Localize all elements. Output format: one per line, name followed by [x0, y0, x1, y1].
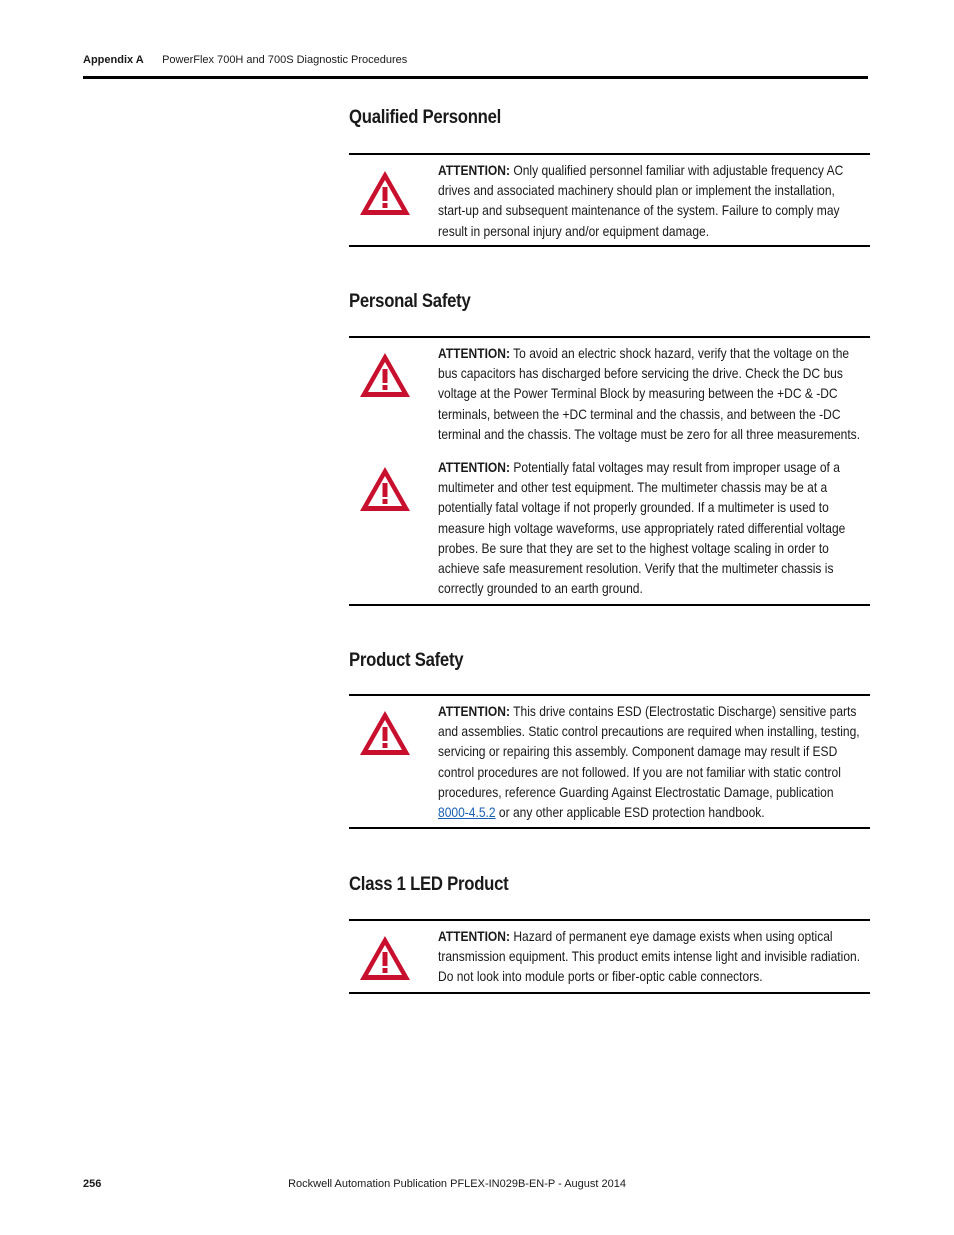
- publication-link[interactable]: 8000-4.5.2: [438, 804, 496, 821]
- attention-body: Hazard of permanent eye damage exists when using optical transmission equipment. This product emits intense light and invisible radiation. Do not look into module ports or fiber-optic cable connectors.: [438, 928, 861, 985]
- attention-body: To avoid an electric shock hazard, verify that the voltage on the bus capacitors has discharged before servicing the drive. Check the DC bus voltage at the Power Terminal Block by measuring between the +DC & -DC terminals, between the +DC terminal and the chassis, and between the -DC terminal and the chassis. The voltage must be zero for all three measurements.: [438, 345, 861, 442]
- section-heading: Class 1 LED Product: [349, 874, 509, 895]
- page-header: [83, 52, 868, 79]
- attention-box: [349, 153, 870, 247]
- attention-text: [438, 343, 863, 444]
- section-product-safety: [349, 650, 870, 821]
- warning-triangle-icon: [357, 350, 413, 400]
- attention-text: [438, 457, 863, 598]
- section-qualified-personnel: [349, 107, 870, 239]
- attention-body: Only qualified personnel familiar with adjustable frequency AC drives and associated machinery should plan or implement the installation, start-up and subsequent maintenance of the system. Failure to comply may result in personal injury and/or equipment damage.: [438, 162, 844, 239]
- attention-label: ATTENTION:: [438, 459, 511, 475]
- page-number: 256: [83, 1178, 102, 1190]
- attention-label: ATTENTION:: [438, 345, 511, 361]
- page-footer: [83, 1176, 868, 1192]
- section-class1-led-product: [349, 874, 870, 985]
- attention-label: ATTENTION:: [438, 162, 511, 178]
- section-heading: Product Safety: [349, 650, 464, 671]
- attention-text: [438, 160, 863, 241]
- section-heading: Qualified Personnel: [349, 107, 502, 128]
- warning-triangle-icon: [357, 708, 413, 758]
- attention-body: Potentially fatal voltages may result from improper usage of a multimeter and other test equipment. The multimeter chassis may be at a potentially fatal voltage if not properly grounded. If a multimeter is used to measure high voltage waveforms, use appropriately rated differential voltage probes. Be sure that they are set to the highest voltage scaling in order to achieve safe measurement resolution. Verify that the multimeter chassis is correctly grounded to an earth ground.: [438, 459, 846, 597]
- header-title: PowerFlex 700H and 700S Diagnostic Procedures: [162, 54, 408, 66]
- attention-text: [438, 926, 863, 987]
- publication-info: Rockwell Automation Publication PFLEX-IN029B-EN-P - August 2014: [288, 1178, 626, 1190]
- section-heading: Personal Safety: [349, 291, 471, 312]
- section-personal-safety: [349, 291, 870, 597]
- attention-box: [349, 919, 870, 994]
- attention-body-after: or any other applicable ESD protection handbook.: [498, 804, 765, 821]
- attention-box: [349, 694, 870, 829]
- warning-triangle-icon: [357, 464, 413, 514]
- attention-text: [438, 701, 863, 822]
- attention-body: This drive contains ESD (Electrostatic Discharge) sensitive parts and assemblies. Static control precautions are required when installing, testing, servicing or repairing this assembly. Component damage may result if ESD control procedures are not followed. If you are not familiar with static control procedures, reference Guarding Against Electrostatic Damage, publication: [438, 703, 860, 800]
- attention-label: ATTENTION:: [438, 928, 511, 944]
- attention-box: [349, 336, 870, 606]
- header-appendix: Appendix A: [83, 54, 144, 66]
- attention-label: ATTENTION:: [438, 703, 511, 719]
- warning-triangle-icon: [357, 933, 413, 983]
- warning-triangle-icon: [357, 168, 413, 218]
